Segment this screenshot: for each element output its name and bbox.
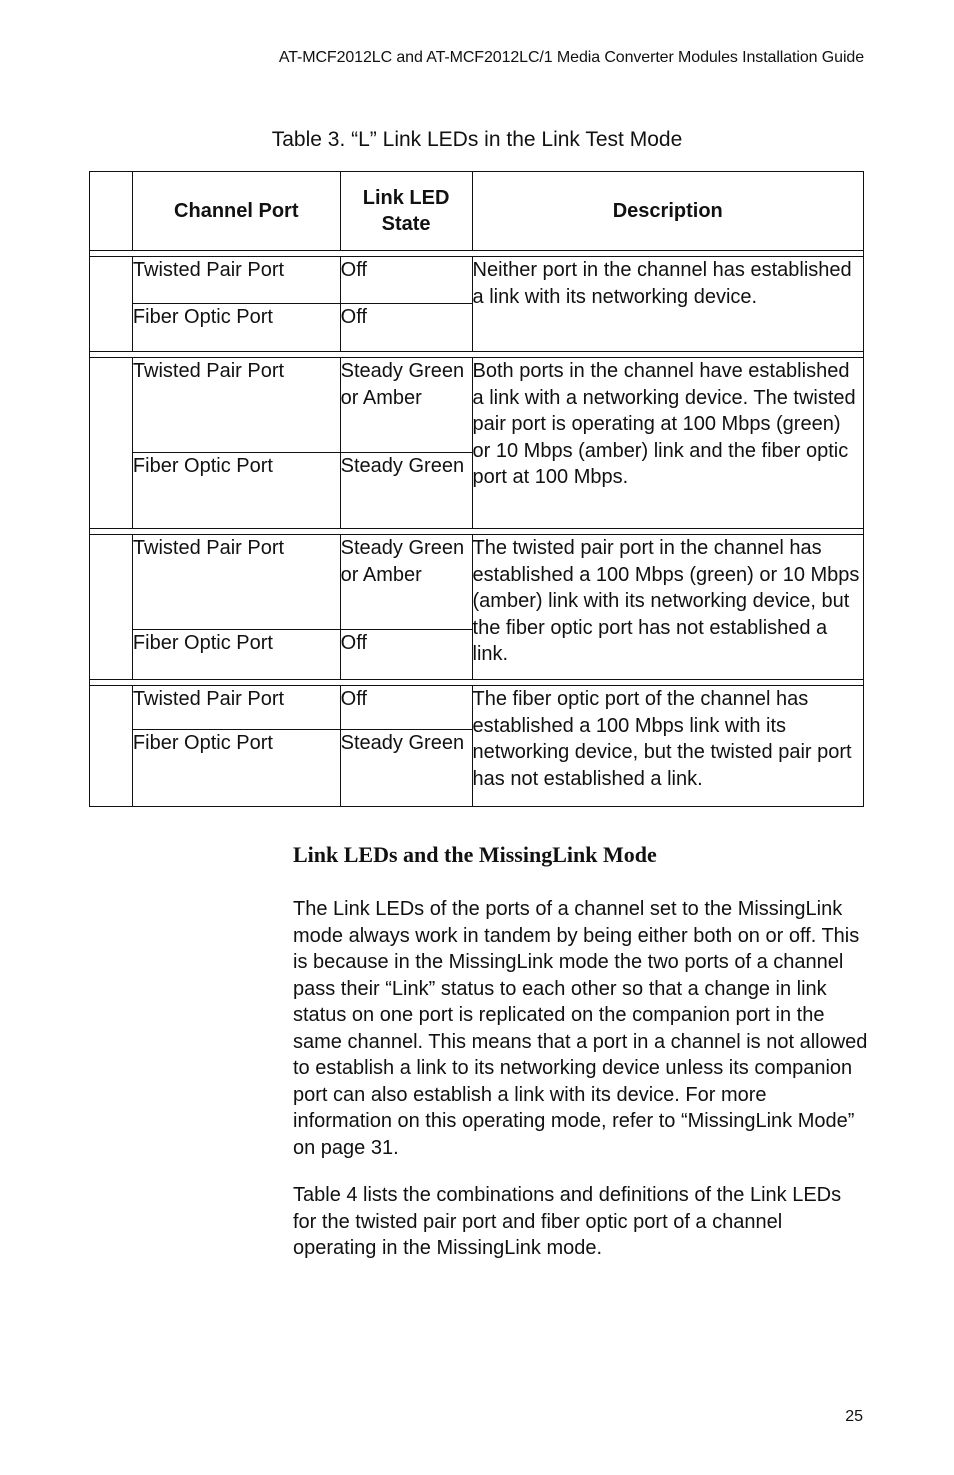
table-caption: Table 3. “L” Link LEDs in the Link Test Mode [271,128,683,151]
channel-port-cell: Twisted Pair Port [132,686,340,730]
channel-port-cell: Fiber Optic Port [132,304,340,352]
page-number: 25 [845,1408,863,1425]
body-paragraph: Table 4 lists the combinations and definitions of the Link LEDs for the twisted pair port and fiber optic port of a channel operating in the MissingLink mode. [293,1184,842,1259]
table-row [90,686,864,730]
link-led-state-cell: Off [340,304,472,352]
channel-port-cell: Fiber Optic Port [132,630,340,680]
running-header: AT-MCF2012LC and AT-MCF2012LC/1 Media Converter Modules Installation Guide [278,49,864,66]
blank-cell [90,535,133,680]
link-led-state-cell: Off [340,630,472,680]
link-led-state-cell: Steady Green or Amber [340,358,472,453]
table-row [90,535,864,630]
channel-port-cell: Twisted Pair Port [132,358,340,453]
table-row [90,358,864,453]
blank-cell [90,686,133,807]
description-cell: Both ports in the channel have established a link with a networking device. The twisted pair port is operating at 100 Mbps (green) or 10 Mbps (amber) link and the fiber optic port at 100 Mbps. [472,358,863,529]
channel-port-cell: Fiber Optic Port [132,730,340,807]
link-led-table [89,171,864,807]
table-row [90,257,864,304]
link-led-state-cell: Off [340,686,472,730]
column-header-channel-port: Channel Port [132,172,340,251]
link-led-state-cell: Off [340,257,472,304]
channel-port-cell: Twisted Pair Port [132,257,340,304]
link-led-state-cell: Steady Green [340,730,472,807]
channel-port-cell: Twisted Pair Port [132,535,340,630]
link-led-state-cell: Steady Green [340,453,472,529]
column-header-description: Description [472,172,863,251]
column-header-blank [90,172,133,251]
section-heading: Link LEDs and the MissingLink Mode [293,842,657,867]
blank-cell [90,257,133,352]
blank-cell [90,358,133,529]
description-cell: The fiber optic port of the channel has established a 100 Mbps link with its networking device, but the twisted pair port has not established a link. [472,686,863,807]
column-header-link-led-state: Link LED State [340,172,472,251]
table-header-row [90,172,864,251]
link-led-state-cell: Steady Green or Amber [340,535,472,630]
channel-port-cell: Fiber Optic Port [132,453,340,529]
body-paragraph: The Link LEDs of the ports of a channel set to the MissingLink mode always work in tandem by being either both on or off. This is because in the MissingLink mode the two ports of a channel pass their “Link” status to each other so that a change in link status on one port is replicated on the companion port in the same channel. This means that a port in a channel is not allowed to establish a link to its networking device unless its companion port can also establish a link with its device. For more information on this operating mode, refer to “MissingLink Mode” on page 31. [293,898,868,1159]
description-cell: The twisted pair port in the channel has established a 100 Mbps (green) or 10 Mbps (amber) link with its networking device, but the fiber optic port has not established a link. [472,535,863,680]
description-cell: Neither port in the channel has established a link with its networking device. [472,257,863,352]
